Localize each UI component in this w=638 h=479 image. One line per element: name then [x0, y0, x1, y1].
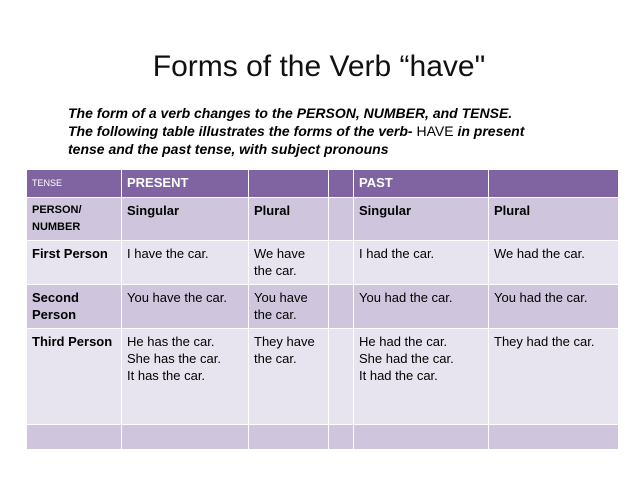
cell-line: It has the car. [127, 368, 206, 383]
cell-past-singular [354, 241, 489, 285]
intro-line-1: The form of a verb changes to the PERSON, NUMBER, and TENSE. [68, 105, 513, 121]
cell-empty [329, 425, 354, 450]
cell-line: You had the car. [359, 290, 453, 305]
cell-empty [354, 425, 489, 450]
header-empty-2 [329, 170, 354, 198]
table-row [27, 329, 619, 425]
cell-line: It had the car. [359, 368, 438, 383]
cell-line: You have the car. [127, 290, 227, 305]
header-empty-1 [249, 170, 329, 198]
cell-line: You had the car. [494, 290, 588, 305]
cell-present-singular [122, 329, 249, 425]
cell-present-plural [249, 285, 329, 329]
cell-person: First Person [27, 241, 122, 285]
header-past: PAST [354, 170, 489, 198]
cell-present-singular [122, 241, 249, 285]
cell-line: She has the car. [127, 351, 221, 366]
cell-past-singular [354, 285, 489, 329]
cell-empty [122, 425, 249, 450]
cell-present-plural [249, 329, 329, 425]
cell-spacer [329, 329, 354, 425]
intro-line-3: tense and the past tense, with subject pronouns [68, 141, 389, 157]
cell-line: We had the car. [494, 246, 585, 261]
cell-line: We have the car. [254, 246, 306, 278]
table-row [27, 241, 619, 285]
cell-spacer [329, 241, 354, 285]
cell-person-number: PERSON/ NUMBER [27, 198, 122, 241]
cell-line: He has the car. [127, 334, 215, 349]
cell-line: They had the car. [494, 334, 595, 349]
intro-line-2 [68, 122, 588, 140]
cell-present-singular [122, 285, 249, 329]
table-header-row [27, 170, 619, 198]
cell-spacer [329, 285, 354, 329]
cell-present-plural [249, 241, 329, 285]
header-empty-3 [489, 170, 619, 198]
table-subheader-row [27, 198, 619, 241]
cell-present-plural: Plural [249, 198, 329, 241]
header-present: PRESENT [122, 170, 249, 198]
cell-past-plural [489, 285, 619, 329]
header-tense: TENSE [27, 170, 122, 198]
intro-text [68, 104, 588, 158]
cell-past-plural [489, 241, 619, 285]
cell-line: I had the car. [359, 246, 435, 261]
slide-title: Forms of the Verb “have" [152, 50, 486, 83]
cell-present-singular: Singular [122, 198, 249, 241]
intro-line-2-prefix: The following table illustrates the forms of the verb- [68, 123, 417, 139]
intro-line-2-word: HAVE [416, 123, 454, 139]
cell-past-singular: Singular [354, 198, 489, 241]
cell-past-plural [489, 329, 619, 425]
cell-person: Third Person [27, 329, 122, 425]
table-row [27, 285, 619, 329]
intro-line-2-suffix: in present [453, 123, 525, 139]
cell-line: He had the car. [359, 334, 448, 349]
verb-forms-table [26, 169, 619, 450]
cell-empty [27, 425, 122, 450]
cell-past-plural: Plural [489, 198, 619, 241]
cell-person: Second Person [27, 285, 122, 329]
cell-line: I have the car. [127, 246, 209, 261]
cell-line: They have the car. [254, 334, 315, 366]
cell-empty [249, 425, 329, 450]
cell-past-singular [354, 329, 489, 425]
cell-line: You have the car. [254, 290, 308, 322]
table-empty-row [27, 425, 619, 450]
cell-spacer [329, 198, 354, 241]
cell-empty [489, 425, 619, 450]
cell-line: She had the car. [359, 351, 454, 366]
